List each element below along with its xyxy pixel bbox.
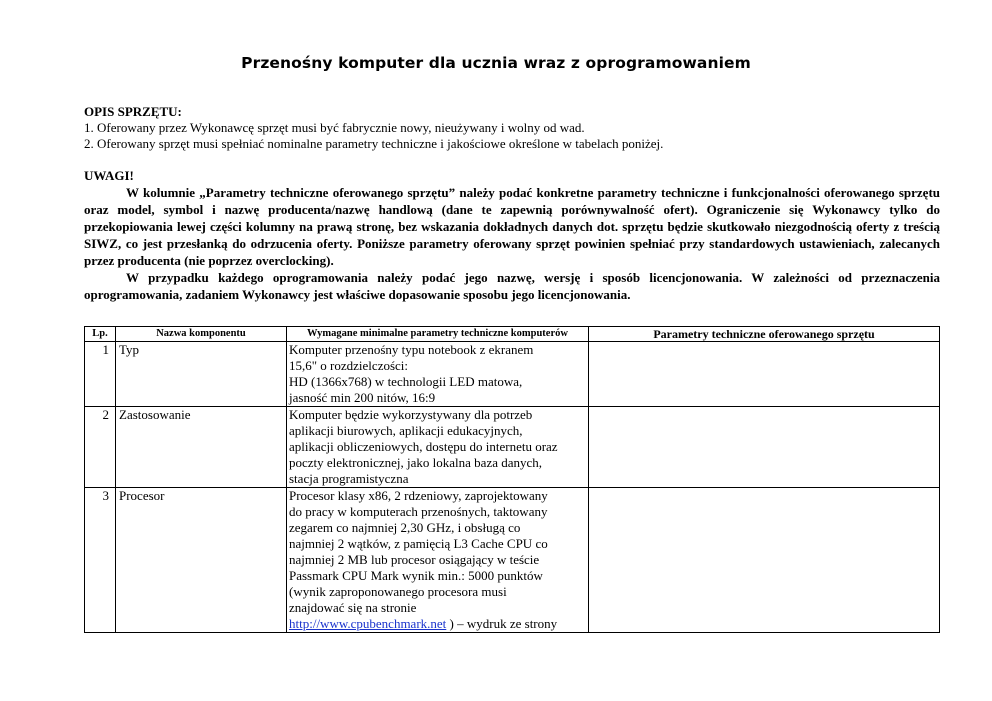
param-line: Procesor klasy x86, 2 rdzeniowy, zaprojektowany xyxy=(289,488,548,503)
row-required-params xyxy=(287,342,589,407)
param-line: HD (1366x768) w technologii LED matowa, xyxy=(289,374,523,389)
header-name: Nazwa komponentu xyxy=(116,327,287,342)
row-component-name: Procesor xyxy=(116,488,287,633)
row-offered-params[interactable] xyxy=(589,488,940,633)
row-component-name: Typ xyxy=(116,342,287,407)
opis-item-1: 1. Oferowany przez Wykonawcę sprzęt musi być fabrycznie nowy, nieużywany i wolny od wad. xyxy=(84,120,585,135)
header-lp: Lp. xyxy=(85,327,116,342)
param-line: znajdować się na stronie xyxy=(289,600,417,615)
row-offered-params[interactable] xyxy=(589,407,940,488)
uwagi-paragraph-2: W przypadku każdego oprogramowania należy podać jego nazwę, wersję i sposób licencjonowania. W zależności od przeznaczenia oprogramowania, zadaniem Wykonawcy jest właściwe dopasowanie sposobu jego licencjonowania. xyxy=(84,270,940,302)
param-line: Passmark CPU Mark wynik min.: 5000 punktów xyxy=(289,568,543,583)
header-required: Wymagane minimalne parametry techniczne komputerów xyxy=(287,327,589,342)
opis-section xyxy=(84,104,940,152)
table-header-row xyxy=(85,327,940,342)
param-line: do pracy w komputerach przenośnych, taktowany xyxy=(289,504,548,519)
table-row xyxy=(85,488,940,633)
param-line: stacja programistyczna xyxy=(289,471,409,486)
row-lp: 1 xyxy=(85,342,116,407)
parameters-table xyxy=(84,326,940,633)
row-component-name: Zastosowanie xyxy=(116,407,287,488)
param-line-with-link xyxy=(289,616,588,632)
header-offered: Parametry techniczne oferowanego sprzętu xyxy=(589,327,940,342)
row-required-params xyxy=(287,488,589,633)
row-offered-params[interactable] xyxy=(589,342,940,407)
row-required-params xyxy=(287,407,589,488)
param-line: jasność min 200 nitów, 16:9 xyxy=(289,390,436,405)
param-line: (wynik zaproponowanego procesora musi xyxy=(289,584,507,599)
row-lp: 2 xyxy=(85,407,116,488)
document-title: Przenośny komputer dla ucznia wraz z oprogramowaniem xyxy=(241,54,751,72)
param-line: aplikacji obliczeniowych, dostępu do internetu oraz xyxy=(289,439,558,454)
link-suffix: ) – wydruk ze strony xyxy=(446,616,558,631)
uwagi-heading: UWAGI! xyxy=(84,168,134,183)
opis-heading: OPIS SPRZĘTU: xyxy=(84,104,182,119)
param-line: aplikacji biurowych, aplikacji edukacyjnych, xyxy=(289,423,523,438)
param-line: poczty elektronicznej, jako lokalna baza danych, xyxy=(289,455,543,470)
row-lp: 3 xyxy=(85,488,116,633)
table-row xyxy=(85,407,940,488)
uwagi-paragraph-1: W kolumnie „Parametry techniczne oferowanego sprzętu” należy podać konkretne parametry techniczne i funkcjonalności oferowanego sprzętu oraz model, symbol i nazwę producenta/nazwę handlową (dane te zapewnią porównywalność ofert). Ograniczenie się Wykonawcy tylko do przekopiowania lewej części kolumny na prawą stronę, bez wskazania dokładnych danych dot. sprzętu będzie skutkowało niezgodnością oferty z treścią SIWZ, co jest przesłanką do odrzucenia oferty. Poniższe parametry oferowany sprzęt powinien spełniać przy standardowych ustawieniach, zalecanych przez producenta (nie poprzez overclocking). xyxy=(84,185,940,268)
uwagi-section xyxy=(84,167,940,303)
param-line: najmniej 2 MB lub procesor osiągający w teście xyxy=(289,552,540,567)
table-row xyxy=(85,342,940,407)
cpubenchmark-link[interactable]: http://www.cpubenchmark.net xyxy=(289,616,447,631)
param-line: zegarem co najmniej 2,30 GHz, i obsługą co xyxy=(289,520,521,535)
param-line: Komputer przenośny typu notebook z ekranem xyxy=(289,342,534,357)
param-line: najmniej 2 wątków, z pamięcią L3 Cache CPU co xyxy=(289,536,548,551)
opis-item-2: 2. Oferowany sprzęt musi spełniać nominalne parametry techniczne i jakościowe określone w tabelach poniżej. xyxy=(84,136,664,151)
param-line: Komputer będzie wykorzystywany dla potrzeb xyxy=(289,407,533,422)
param-line: 15,6" o rozdzielczości: xyxy=(289,358,409,373)
